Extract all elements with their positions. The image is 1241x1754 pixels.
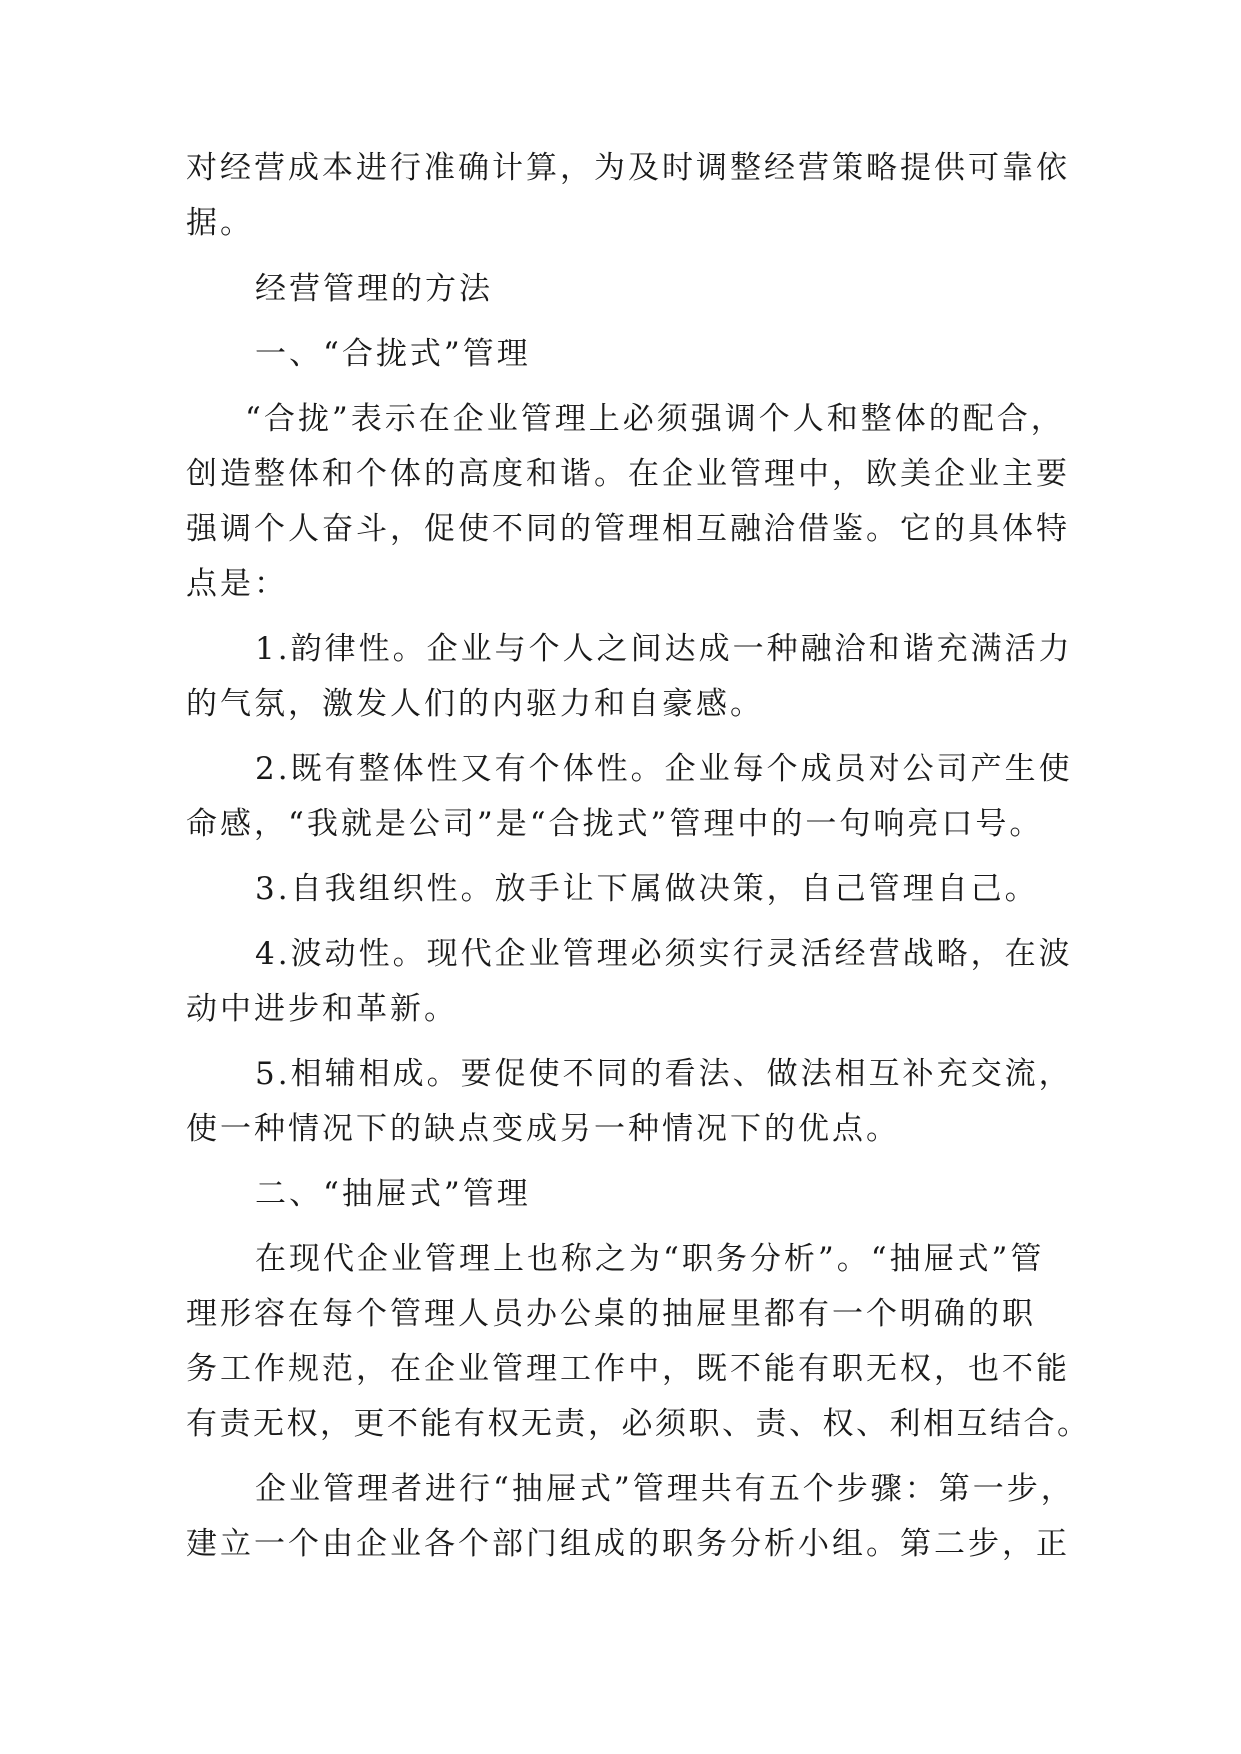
text-line: 命感，“我就是公司”是“合拢式”管理中的一句响亮口号。 bbox=[186, 806, 1044, 842]
text-line: 在现代企业管理上也称之为“职务分析”。“抽屉式”管 bbox=[255, 1241, 1045, 1277]
list-item: 2.既有整体性又有个体性。企业每个成员对公司产生使 bbox=[255, 751, 1073, 787]
text-line: 建立一个由企业各个部门组成的职务分析小组。第二步，正 bbox=[186, 1526, 1070, 1562]
text-line: “合拢”表示在企业管理上必须强调个人和整体的配合， bbox=[245, 401, 1065, 437]
text-line: 企业管理者进行“抽屉式”管理共有五个步骤：第一步， bbox=[255, 1471, 1075, 1507]
section-heading: 经营管理的方法 bbox=[255, 271, 493, 307]
text-line: 点是： bbox=[186, 566, 288, 602]
text-line: 创造整体和个体的高度和谐。在企业管理中，欧美企业主要 bbox=[186, 456, 1070, 492]
section-heading: 二、“抽屉式”管理 bbox=[255, 1176, 531, 1212]
text-line: 的气氛，激发人们的内驱力和自豪感。 bbox=[186, 686, 764, 722]
text-line: 强调个人奋斗，促使不同的管理相互融洽借鉴。它的具体特 bbox=[186, 511, 1070, 547]
text-line: 使一种情况下的缺点变成另一种情况下的优点。 bbox=[186, 1111, 900, 1147]
list-item: 4.波动性。现代企业管理必须实行灵活经营战略，在波 bbox=[255, 936, 1073, 972]
list-item: 5.相辅相成。要促使不同的看法、做法相互补充交流， bbox=[255, 1056, 1073, 1092]
text-line: 有责无权，更不能有权无责，必须职、责、权、利相互结合。 bbox=[186, 1406, 1091, 1442]
text-line: 理形容在每个管理人员办公桌的抽屉里都有一个明确的职 bbox=[186, 1296, 1036, 1332]
text-line: 据。 bbox=[186, 205, 254, 241]
text-line: 对经营成本进行准确计算，为及时调整经营策略提供可靠依 bbox=[186, 150, 1070, 186]
list-item: 3.自我组织性。放手让下属做决策，自己管理自己。 bbox=[255, 871, 1039, 907]
text-line: 务工作规范，在企业管理工作中，既不能有职无权，也不能 bbox=[186, 1351, 1070, 1387]
text-line: 动中进步和革新。 bbox=[186, 991, 458, 1027]
list-item: 1.韵律性。企业与个人之间达成一种融洽和谐充满活力 bbox=[255, 631, 1073, 667]
section-heading: 一、“合拢式”管理 bbox=[255, 336, 531, 372]
